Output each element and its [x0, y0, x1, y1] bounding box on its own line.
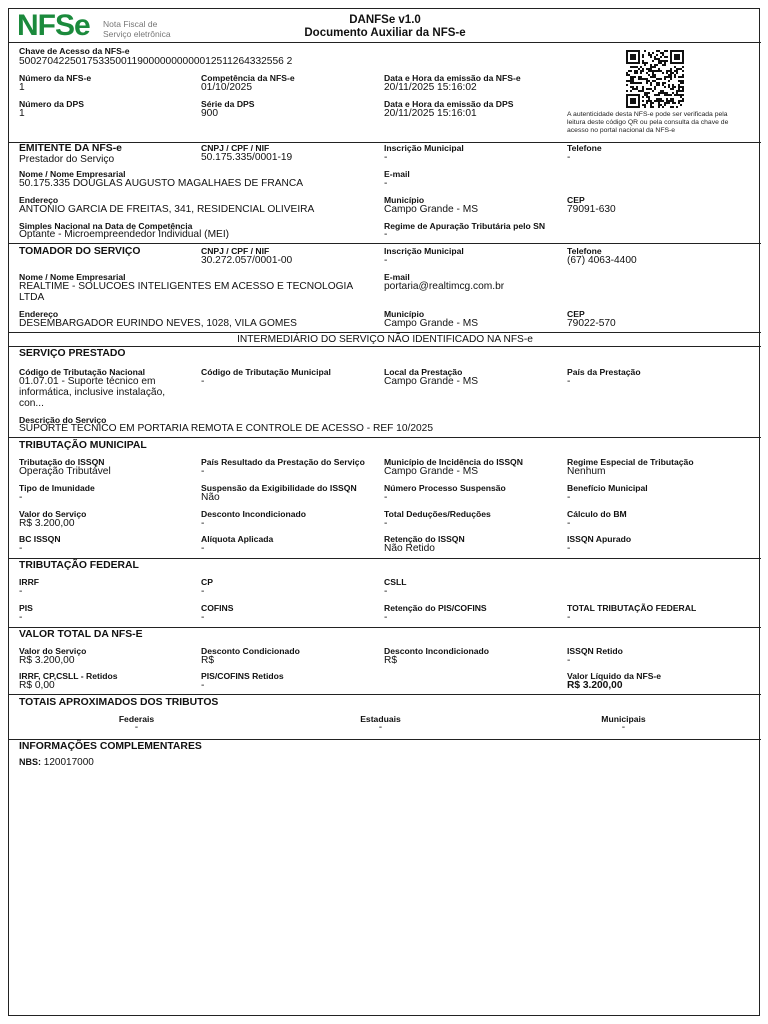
local-prestacao-label: Local da Prestação	[384, 367, 463, 377]
document-title: DANFSe v1.0	[349, 14, 421, 26]
trib-federal-r1-1-label: CP	[201, 577, 213, 587]
chave-value: 50027042250175335001190000000000012511264332556 2	[19, 56, 293, 67]
tomador-cep-value: 79022-570	[567, 318, 616, 329]
trib-federal-r2-2-value: -	[384, 612, 388, 623]
chave-label: Chave de Acesso da NFS-e	[19, 46, 130, 56]
emitente-end-value: ANTONIO GARCIA DE FREITAS, 341, RESIDENCIAL OLIVEIRA	[19, 204, 315, 215]
tomador-cnpj-value: 30.272.057/0001-00	[201, 255, 293, 266]
servico-title: SERVIÇO PRESTADO	[19, 348, 126, 359]
document-subtitle: Documento Auxiliar da NFS-e	[304, 27, 466, 39]
trib-municipal-r1-0-label: Tributação do ISSQN	[19, 457, 105, 467]
cod-municipal-label: Código de Tributação Municipal	[201, 367, 331, 377]
tomador-cnpj-label: CNPJ / CPF / NIF	[201, 246, 270, 256]
trib-municipal-r2-3-label: Benefício Municipal	[567, 483, 648, 493]
municipais-value: -	[621, 722, 626, 733]
trib-municipal-r2-0-label: Tipo de Imunidade	[19, 483, 95, 493]
emitente-email-value: -	[384, 178, 388, 189]
emitente-tel-label: Telefone	[567, 143, 602, 153]
trib-federal-r2-3-label: TOTAL TRIBUTAÇÃO FEDERAL	[567, 603, 697, 613]
serie-dps-label: Série da DPS	[201, 99, 255, 109]
emissao-dps-value: 20/11/2025 15:16:01	[384, 108, 477, 119]
valor-total-r1-1-value: R$	[201, 655, 215, 666]
qr-code-icon	[626, 50, 684, 108]
trib-municipal-r3-3-value: -	[567, 518, 571, 529]
divider	[9, 558, 761, 559]
emitente-im-label: Inscrição Municipal	[384, 143, 464, 153]
valor-total-r1-2-value: R$	[384, 655, 398, 666]
tomador-im-label: Inscrição Municipal	[384, 246, 464, 256]
tomador-title: TOMADOR DO SERVIÇO	[19, 246, 141, 257]
simples-value: Optante - Microempreendedor Individual (MEI)	[19, 229, 230, 240]
cod-nacional-label: Código de Tributação Nacional	[19, 367, 146, 377]
logo-sub-line1: Nota Fiscal de	[103, 19, 158, 29]
tomador-email-value: portaria@realtimcg.com.br	[384, 281, 505, 292]
trib-municipal-r2-2-value: -	[384, 492, 388, 503]
trib-federal-r2-3-value: -	[567, 612, 571, 623]
valor-liquido-label: Valor Líquido da NFS-e	[567, 671, 662, 681]
emissao-dps-label: Data e Hora da emissão da DPS	[384, 99, 514, 109]
trib-federal-r2-1-value: -	[201, 612, 205, 623]
valor-total-r1-3-label: ISSQN Retido	[567, 646, 623, 656]
trib-federal-r1-2-label: CSLL	[384, 577, 407, 587]
tomador-nome-label: Nome / Nome Empresarial	[19, 272, 126, 282]
trib-municipal-r4-0-value: -	[19, 543, 23, 554]
competencia-value: 01/10/2025	[201, 82, 252, 93]
tomador-im-value: -	[384, 255, 388, 266]
trib-municipal-r4-1-label: Alíquota Aplicada	[201, 534, 274, 544]
divider	[9, 437, 761, 438]
trib-municipal-r2-1-value: Não	[201, 492, 220, 503]
tomador-cep-label: CEP	[567, 309, 585, 319]
tomador-tel-value: (67) 4063-4400	[567, 255, 637, 266]
trib-municipal-r3-0-label: Valor do Serviço	[19, 509, 87, 519]
divider	[9, 739, 761, 740]
tomador-end-label: Endereço	[19, 309, 59, 319]
cod-municipal-value: -	[201, 376, 205, 387]
tomador-nome-value-line1: REALTIME - SOLUCOES INTELIGENTES EM ACESSO E TECNOLOGIA	[19, 281, 354, 292]
municipais-label: Municipais	[601, 714, 646, 724]
trib-municipal-r1-2-value: Campo Grande - MS	[384, 466, 478, 477]
trib-municipal-r3-1-label: Desconto Incondicionado	[201, 509, 307, 519]
tomador-nome-value-line2: LTDA	[19, 292, 45, 303]
trib-municipal-r1-3-label: Regime Especial de Tributação	[567, 457, 694, 467]
trib-municipal-r3-1-value: -	[201, 518, 205, 529]
trib-federal-r2-1-label: COFINS	[201, 603, 234, 613]
irrf-retidos-label: IRRF, CP,CSLL - Retidos	[19, 671, 118, 681]
competencia-label: Competência da NFS-e	[201, 73, 295, 83]
trib-municipal-r2-0-value: -	[19, 492, 23, 503]
descricao-value: SUPORTE TECNICO EM PORTARIA REMOTA E CONTROLE DE ACESSO - REF 10/2025	[19, 423, 434, 434]
divider	[9, 243, 761, 244]
emitente-im-value: -	[384, 152, 388, 163]
irrf-retidos-value: R$ 0,00	[19, 680, 55, 691]
emitente-title: EMITENTE DA NFS-e	[19, 143, 122, 154]
cod-nacional-line3: con...	[19, 398, 44, 409]
trib-municipal-r4-3-label: ISSQN Apurado	[567, 534, 632, 544]
emitente-nome-value: 50.175.335 DOUGLAS AUGUSTO MAGALHAES DE FRANCA	[19, 178, 304, 189]
divider	[9, 694, 761, 695]
trib-federal-title: TRIBUTAÇÃO FEDERAL	[19, 560, 139, 571]
tomador-mun-value: Campo Grande - MS	[384, 318, 478, 329]
nfse-logo-text: NFSe	[17, 9, 90, 42]
divider	[9, 627, 761, 628]
emitente-cnpj-value: 50.175.335/0001-19	[201, 152, 293, 163]
logo-sub-line2: Serviço eletrônica	[103, 29, 171, 39]
trib-municipal-r4-2-label: Retenção do ISSQN	[384, 534, 465, 544]
trib-municipal-r1-0-value: Operação Tributável	[19, 466, 111, 477]
trib-federal-r2-0-value: -	[19, 612, 23, 623]
emissao-nfse-value: 20/11/2025 15:16:02	[384, 82, 477, 93]
tomador-tel-label: Telefone	[567, 246, 602, 256]
numero-nfse-value: 1	[19, 82, 25, 93]
emitente-cnpj-label: CNPJ / CPF / NIF	[201, 143, 270, 153]
federais-value: -	[134, 722, 139, 733]
trib-municipal-r4-1-value: -	[201, 543, 205, 554]
trib-municipal-r2-3-value: -	[567, 492, 571, 503]
trib-municipal-r1-3-value: Nenhum	[567, 466, 606, 477]
trib-municipal-r4-3-value: -	[567, 543, 571, 554]
trib-federal-r1-0-value: -	[19, 586, 23, 597]
totais-title: TOTAIS APROXIMADOS DOS TRIBUTOS	[19, 697, 219, 708]
trib-municipal-r2-2-label: Número Processo Suspensão	[384, 483, 506, 493]
trib-municipal-r1-2-label: Município de Incidência do ISSQN	[384, 457, 523, 467]
pis-cofins-retidos-value: -	[201, 680, 205, 691]
trib-federal-r2-2-label: Retenção do PIS/COFINS	[384, 603, 487, 613]
local-prestacao-value: Campo Grande - MS	[384, 376, 478, 387]
trib-federal-r2-0-label: PIS	[19, 603, 33, 613]
tomador-end-value: DESEMBARGADOR EURINDO NEVES, 1028, VILA GOMES	[19, 318, 297, 329]
trib-municipal-r1-1-label: País Resultado da Prestação do Serviço	[201, 457, 365, 467]
valor-total-r1-0-value: R$ 3.200,00	[19, 655, 75, 666]
trib-federal-r1-0-label: IRRF	[19, 577, 40, 587]
nbs-line	[19, 757, 94, 768]
descricao-label: Descrição do Serviço	[19, 415, 107, 425]
simples-label: Simples Nacional na Data de Competência	[19, 221, 193, 231]
numero-dps-label: Número da DPS	[19, 99, 84, 109]
divider	[9, 346, 761, 347]
emitente-nome-label: Nome / Nome Empresarial	[19, 169, 126, 179]
emitente-email-label: E-mail	[384, 169, 410, 179]
divider	[9, 42, 761, 43]
trib-federal-r1-1-value: -	[201, 586, 205, 597]
emitente-cep-value: 79091-630	[567, 204, 616, 215]
nbs-label: NBS:	[19, 757, 41, 767]
pais-prestacao-value: -	[567, 376, 571, 387]
emitente-mun-value: Campo Grande - MS	[384, 204, 478, 215]
valor-total-r1-3-value: -	[567, 655, 571, 666]
serie-dps-value: 900	[201, 108, 218, 119]
estaduais-value: -	[378, 722, 383, 733]
trib-municipal-r1-1-value: -	[201, 466, 205, 477]
pais-prestacao-label: País da Prestação	[567, 367, 641, 377]
emissao-nfse-label: Data e Hora da emissão da NFS-e	[384, 73, 521, 83]
federais-label: Federais	[118, 714, 155, 724]
emitente-tel-value: -	[567, 152, 571, 163]
cod-nacional-line1: 01.07.01 - Suporte técnico em	[19, 376, 156, 387]
tomador-email-label: E-mail	[384, 272, 410, 282]
danfse-document	[8, 8, 760, 1016]
trib-municipal-r4-0-label: BC ISSQN	[19, 534, 61, 544]
tomador-mun-label: Município	[384, 309, 425, 319]
pis-cofins-retidos-label: PIS/COFINS Retidos	[201, 671, 284, 681]
trib-municipal-r2-1-label: Suspensão da Exigibilidade do ISSQN	[201, 483, 357, 493]
valor-liquido-value: R$ 3.200,00	[567, 680, 623, 691]
emitente-cep-label: CEP	[567, 195, 585, 205]
emitente-end-label: Endereço	[19, 195, 59, 205]
trib-municipal-r3-2-value: -	[384, 518, 388, 529]
nbs-value: 120017000	[43, 757, 94, 768]
numero-nfse-label: Número da NFS-e	[19, 73, 92, 83]
info-title: INFORMAÇÕES COMPLEMENTARES	[19, 741, 202, 752]
numero-dps-value: 1	[19, 108, 25, 119]
trib-municipal-r4-2-value: Não Retido	[384, 543, 435, 554]
valor-total-r1-0-label: Valor do Serviço	[19, 646, 87, 656]
trib-federal-r1-2-value: -	[384, 586, 388, 597]
regime-sn-value: -	[384, 229, 388, 240]
trib-municipal-r3-0-value: R$ 3.200,00	[19, 518, 75, 529]
trib-municipal-r3-3-label: Cálculo do BM	[567, 509, 627, 519]
intermediario-note: INTERMEDIÁRIO DO SERVIÇO NÃO IDENTIFICADO NA NFS-e	[237, 334, 533, 345]
qr-note: A autenticidade desta NFS-e pode ser verificada pela leitura deste código QR ou pela consulta da chave de acesso no portal nacional da NFS-e	[567, 111, 729, 134]
estaduais-label: Estaduais	[360, 714, 401, 724]
valor-total-title: VALOR TOTAL DA NFS-E	[19, 629, 143, 640]
emitente-mun-label: Município	[384, 195, 425, 205]
divider	[9, 332, 761, 333]
valor-total-r1-2-label: Desconto Incondicionado	[384, 646, 490, 656]
valor-total-r1-1-label: Desconto Condicionado	[201, 646, 300, 656]
emitente-role: Prestador do Serviço	[19, 154, 115, 165]
cod-nacional-line2: informática, inclusive instalação,	[19, 387, 166, 398]
regime-sn-label: Regime de Apuração Tributária pelo SN	[384, 221, 546, 231]
trib-municipal-title: TRIBUTAÇÃO MUNICIPAL	[19, 440, 147, 451]
trib-municipal-r3-2-label: Total Deduções/Reduções	[384, 509, 491, 519]
